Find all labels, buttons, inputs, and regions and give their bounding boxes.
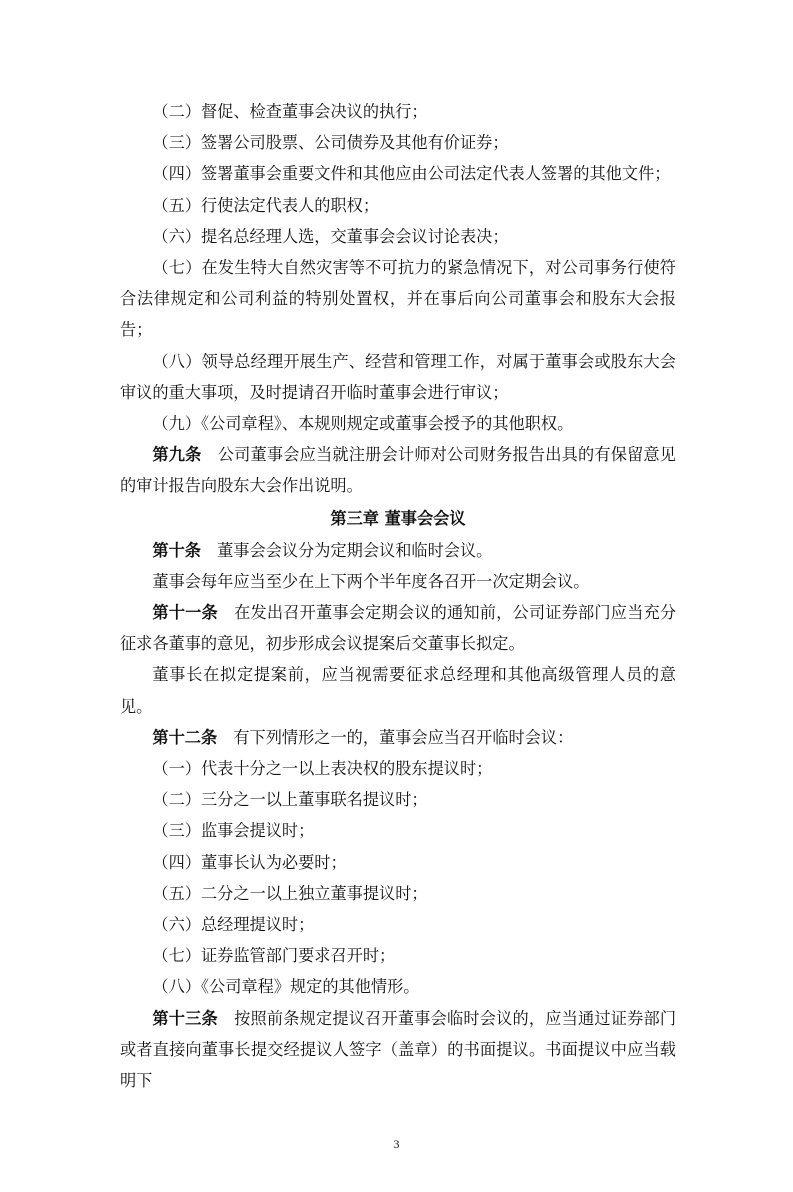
paragraphs-after [120,535,676,1097]
paragraph [120,566,676,597]
paragraph-text: （四）董事长认为必要时； [152,852,347,872]
paragraph-text: （三）监事会提议时； [152,821,315,841]
paragraph-text: （七）在发生特大自然灾害等不可抗力的紧急情况下，对公司事务行使符合法律规定和公司利益的特别处置权，并在事后向公司董事会和股东大会报告； [120,258,676,340]
paragraph-text: （二）三分之一以上董事联名提议时； [152,790,428,810]
paragraph-text: 公司董事会应当就注册会计师对公司财务报告出具的有保留意见的审计报告向股东大会作出说明。 [120,445,676,496]
document-body [120,96,676,1096]
paragraph [120,659,676,721]
paragraph-text: （五）二分之一以上独立董事提议时； [152,883,428,903]
paragraph [120,847,676,878]
paragraph-text: 在发出召开董事会定期会议的通知前，公司证券部门应当充分征求各董事的意见，初步形成会议提案后交董事长拟定。 [120,603,677,654]
paragraph [120,753,676,784]
article-number: 第十三条 [152,1008,218,1028]
article-paragraph [120,1003,676,1097]
paragraph-text: （八）《公司章程》规定的其他情形。 [152,977,420,997]
paragraph-text: （八）领导总经理开展生产、经营和管理工作，对属于董事会或股东大会审议的重大事项，及时提请召开临时董事会进行审议； [120,351,676,402]
paragraph-text: （九）《公司章程》、本规则规定或董事会授予的其他职权。 [152,414,574,434]
paragraph [120,96,676,127]
paragraph-text: （六）提名总经理人选，交董事会会议讨论表决； [152,226,509,246]
paragraphs-before [120,96,676,502]
paragraph-text: （二）督促、检查董事会决议的执行； [152,102,428,121]
article-number: 第九条 [152,445,202,465]
paragraph [120,784,676,815]
paragraph-text: 按照前条规定提议召开董事会临时会议的，应当通过证券部门或者直接向董事长提交经提议人签字（盖章）的书面提议。书面提议中应当载明下 [120,1008,677,1091]
article-number: 第十一条 [152,603,218,623]
article-number: 第十条 [152,540,201,560]
chapter-heading: 第三章 董事会会议 [330,508,466,528]
paragraph [120,909,676,940]
paragraph [120,815,676,846]
page-number: 3 [393,1137,400,1152]
article-number: 第十二条 [152,727,218,747]
paragraph-text: 董事会每年应当至少在上下两个半年度各召开一次定期会议。 [152,571,590,591]
paragraph [120,971,676,1002]
paragraph-text: （四）签署董事会重要文件和其他应由公司法定代表人签署的其他文件； [152,164,671,184]
article-paragraph [120,597,676,659]
paragraph-text: （六）总经理提议时； [152,915,315,935]
paragraph-text: （三）签署公司股票、公司债券及其他有价证券； [152,133,509,153]
paragraph [120,408,676,439]
paragraph [120,252,676,346]
article-paragraph [120,439,676,501]
paragraph [120,878,676,909]
paragraph [120,127,676,158]
paragraph [120,940,676,971]
paragraph-text: （五）行使法定代表人的职权； [152,195,380,215]
paragraph-text: 董事会会议分为定期会议和临时会议。 [217,540,493,560]
paragraph [120,221,676,252]
paragraph [120,158,676,189]
paragraph [120,346,676,408]
paragraph-text: 董事长在拟定提案前，应当视需要征求总经理和其他高级管理人员的意见。 [120,665,676,716]
paragraph-text: （七）证券监管部门要求召开时； [152,946,396,966]
paragraph [120,190,676,221]
article-paragraph [120,535,676,566]
paragraph-text: 有下列情形之一的，董事会应当召开临时会议： [233,727,574,747]
paragraph-text: （一）代表十分之一以上表决权的股东提议时； [152,759,493,779]
article-paragraph [120,722,676,753]
